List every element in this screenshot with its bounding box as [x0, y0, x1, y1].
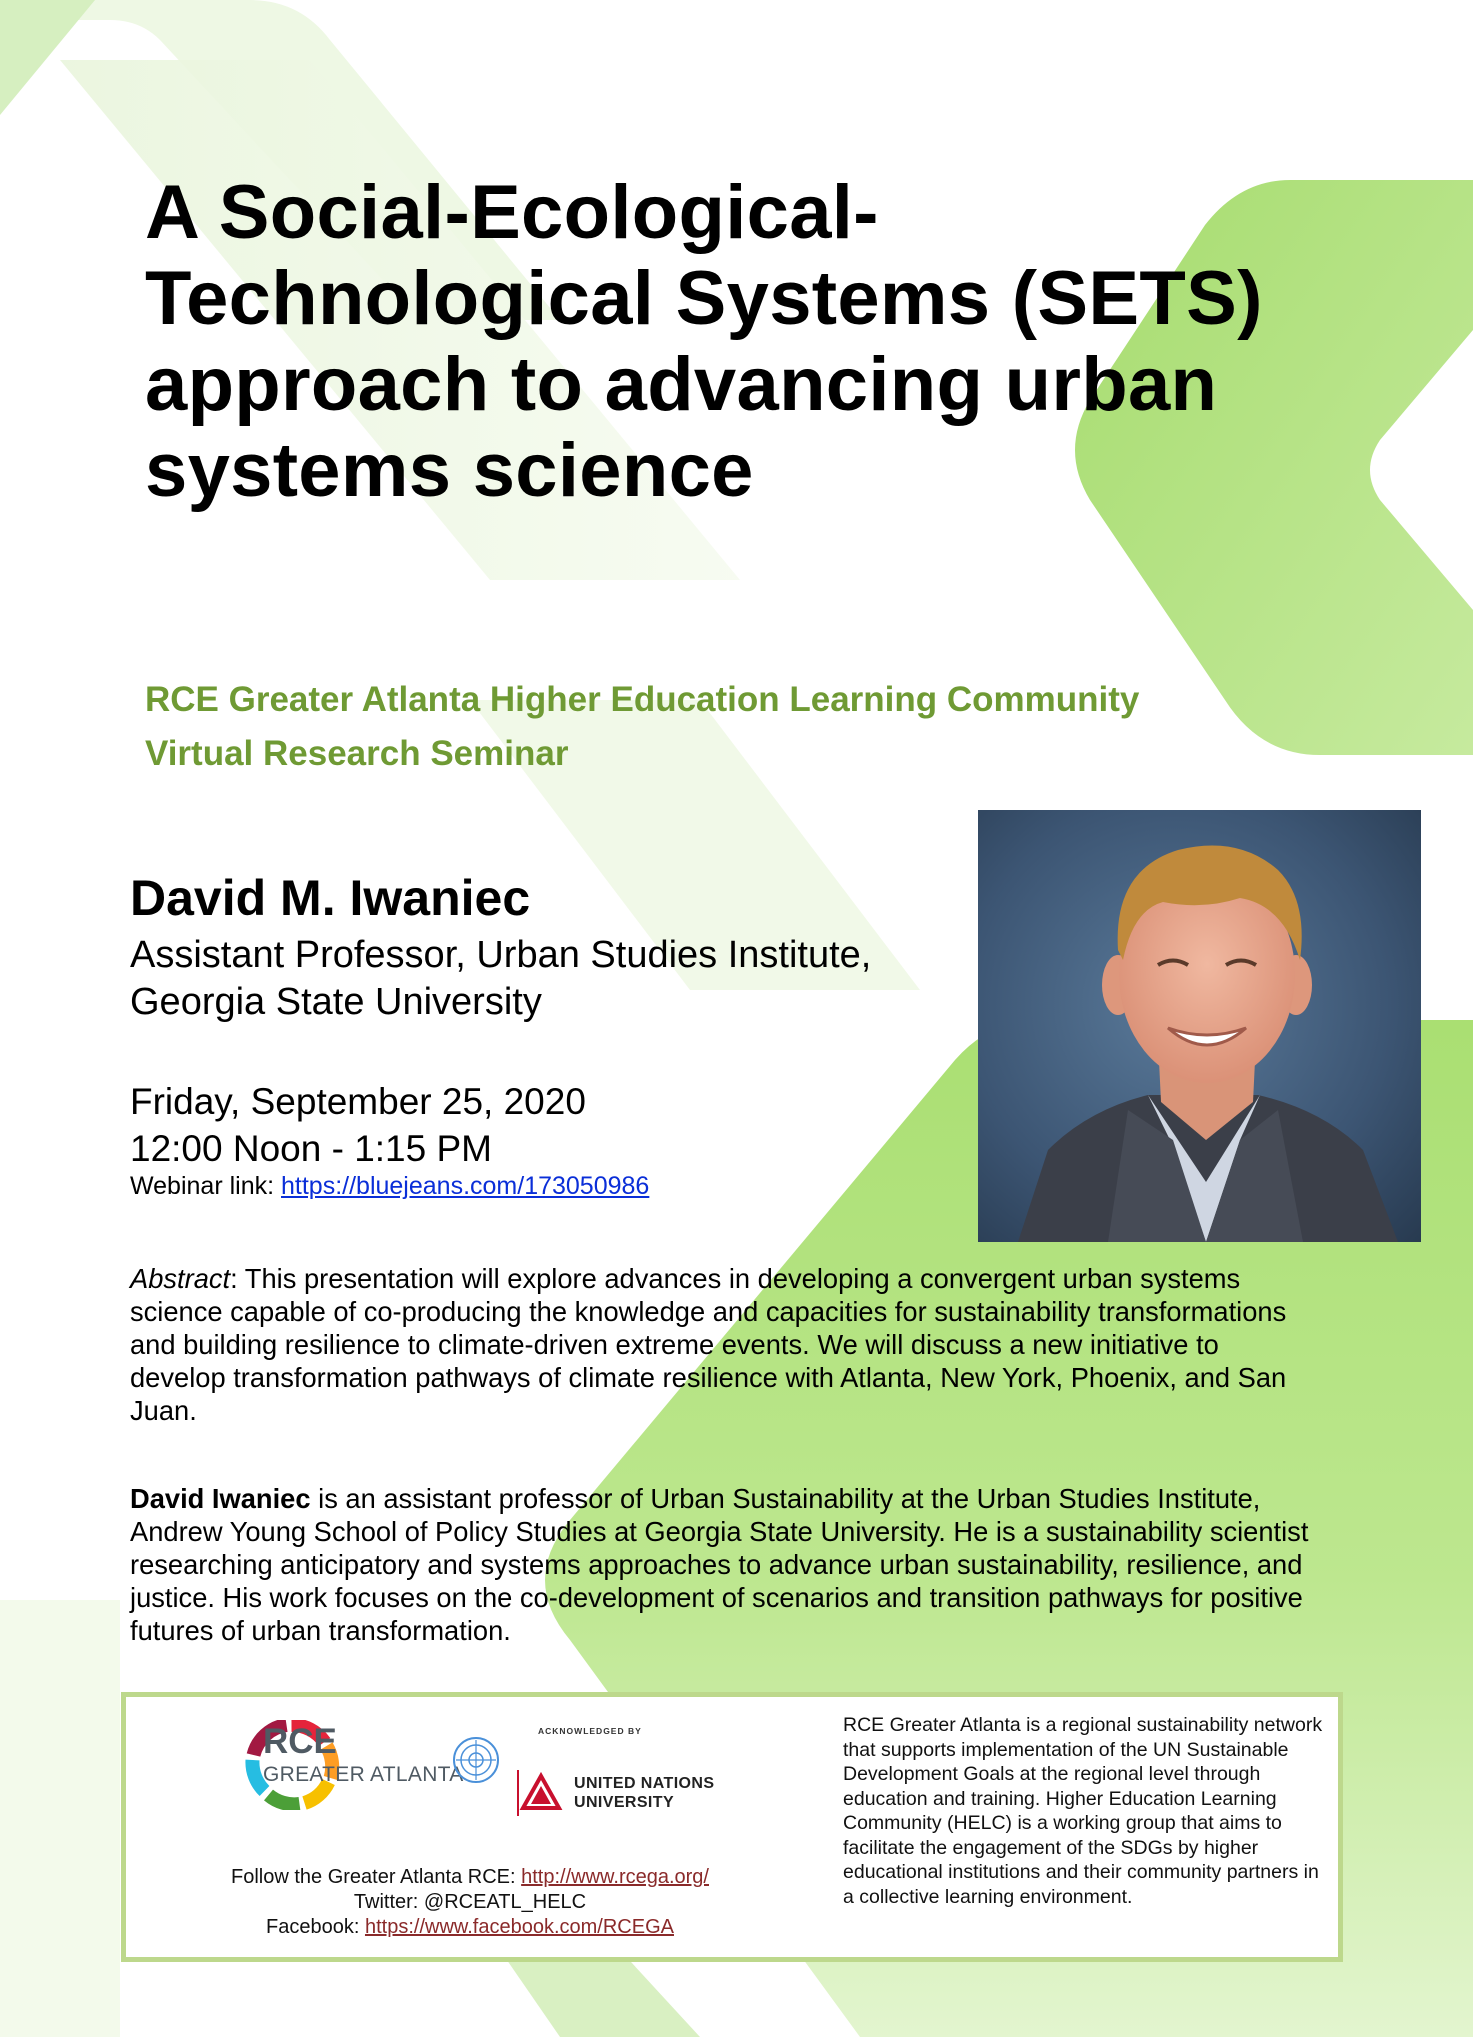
twitter-handle: @RCEATL_HELC: [423, 1891, 587, 1913]
facebook-link[interactable]: https://www.facebook.com/RCEGA: [364, 1916, 674, 1938]
follow-website-line: [130, 1865, 810, 1890]
affiliation-line-2: Georgia State University: [130, 981, 542, 1023]
rce-logo-region: GREATER ATLANTA: [263, 1763, 464, 1786]
unu-name-line-2: UNIVERSITY: [574, 1794, 675, 1811]
bio-text: is an assistant professor of Urban Sustainability at the Urban Studies Institute, Andrew Young School of Policy Studies at Georgia State University. He is a sustainability scientist researching anticipatory and systems approaches to advance urban sustainability, resilience, and justice. His work focuses on the co-development of scenarios and transition pathways for positive futures of urban transformation.: [130, 1483, 1309, 1646]
facebook-label: Facebook:: [266, 1916, 365, 1938]
bio-name: David Iwaniec: [130, 1483, 311, 1514]
unu-logo-icon: [514, 1768, 568, 1818]
abstract-text: : This presentation will explore advances in developing a convergent urban systems science capable of co-producing the knowledge and capacities for sustainability transformations and building resilience to climate-driven extreme events. We will discuss a new initiative to develop transformation pathways of climate resilience with Atlanta, New York, Phoenix, and San Juan.: [130, 1263, 1287, 1426]
website-link[interactable]: http://www.rcega.org/: [521, 1866, 709, 1888]
unu-name-line-1: UNITED NATIONS: [574, 1775, 715, 1792]
seminar-subtitle: [145, 673, 1345, 781]
follow-facebook-line: [130, 1915, 810, 1940]
un-emblem-icon: [452, 1736, 500, 1784]
webinar-line: [130, 1170, 649, 1202]
speaker-affiliation: [130, 932, 970, 1026]
speaker-name: David M. Iwaniec: [130, 870, 531, 926]
subtitle-line-2: Virtual Research Seminar: [145, 734, 569, 773]
event-date: Friday, September 25, 2020: [130, 1081, 586, 1122]
webinar-label: Webinar link:: [130, 1172, 281, 1200]
event-time: 12:00 Noon - 1:15 PM: [130, 1128, 492, 1169]
acknowledged-by-label: ACKNOWLEDGED BY: [538, 1726, 642, 1736]
event-datetime: [130, 1078, 586, 1172]
abstract-paragraph: [130, 1262, 1320, 1427]
abstract-label: Abstract: [130, 1263, 231, 1294]
twitter-label: Twitter:: [353, 1891, 424, 1913]
webinar-link[interactable]: https://bluejeans.com/173050986: [281, 1172, 650, 1200]
subtitle-line-1: RCE Greater Atlanta Higher Education Learning Community: [145, 680, 1140, 719]
follow-label: Follow the Greater Atlanta RCE:: [230, 1866, 522, 1888]
rce-logo-name: RCE: [263, 1722, 337, 1761]
bio-paragraph: [130, 1482, 1320, 1647]
follow-twitter-line: [130, 1890, 810, 1915]
rce-about-text: RCE Greater Atlanta is a regional sustainability network that supports implementation of the UN Sustainable Development Goals at the regional level through education and training. Higher Education Learning Community (HELC) is a working group that aims to facilitate the engagement of the SDGs by higher educational institutions and their community partners in a collective learning environment.: [843, 1714, 1323, 1908]
unu-name: [574, 1774, 714, 1812]
speaker-photo: [978, 810, 1421, 1242]
follow-links: [130, 1865, 810, 1940]
seminar-title: A Social-Ecological-Technological Systems (SETS) approach to advancing urban systems science: [145, 170, 1263, 513]
affiliation-line-1: Assistant Professor, Urban Studies Institute,: [130, 934, 872, 976]
